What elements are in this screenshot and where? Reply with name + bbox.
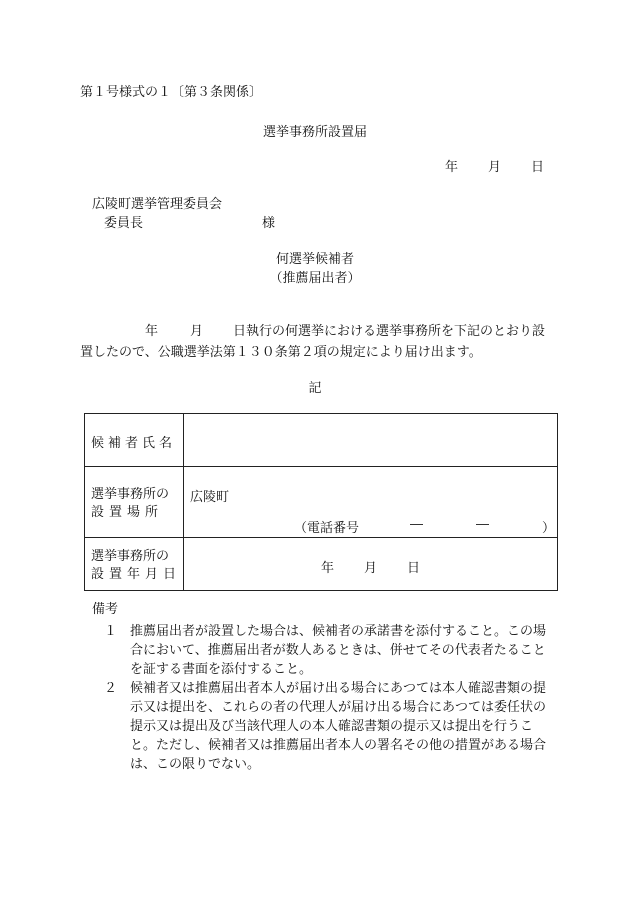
document-title: 選挙事務所設置届: [262, 125, 367, 140]
note-number: ２: [104, 681, 118, 696]
submission-date: [445, 156, 544, 175]
body-paragraph: [80, 321, 550, 363]
addressee-committee: 広陵町選挙管理委員会: [92, 197, 223, 212]
date-day: 日: [531, 160, 545, 175]
office-date-field[interactable]: [184, 538, 558, 591]
body-text: 日執行の何選挙における選挙事務所を下記のとおり設置したので、公職選挙法第１３０条第２項の規定により届け出ます。: [80, 324, 546, 360]
addressee-honorific: 様: [262, 216, 276, 231]
phone-close: ）: [542, 521, 556, 536]
notes-heading: 備考: [92, 602, 119, 617]
office-date-label-cell: [85, 538, 184, 591]
ki-heading: 記: [308, 381, 322, 396]
note-item: [104, 622, 554, 679]
office-place-field[interactable]: [184, 467, 558, 538]
office-date-label-2: 設置年月日: [91, 567, 182, 582]
office-place-value: 広陵町: [190, 490, 230, 505]
office-date-day: 日: [407, 561, 421, 576]
note-text: 候補者又は推薦届出者本人が届け出る場合にあつては本人確認書類の提示又は提出を、これらの者の代理人が届け出る場合にあつては委任状の提示又は提出及び当該代理人の本人確認書類の提示又は提出を行うこと。ただし、候補者又は推薦届出者本人の署名その他の措置がある場合は、この限りでない。: [130, 681, 547, 772]
office-place-label-cell: [85, 467, 184, 538]
date-year: 年: [445, 160, 459, 175]
table-row: [85, 538, 558, 591]
office-form-table: [84, 413, 558, 591]
body-month: 月: [190, 324, 204, 339]
phone-number-line: [294, 517, 557, 535]
candidate-name-field[interactable]: [184, 414, 558, 467]
note-item: [104, 679, 554, 774]
addressee-chairman: 委員長: [104, 216, 144, 231]
office-place-label-2: 設置場所: [91, 505, 164, 520]
table-row: [85, 467, 558, 538]
sender-recommender: （推薦届出者）: [269, 271, 361, 286]
note-text: 推薦届出者が設置した場合は、候補者の承諾書を添付すること。この場合において、推薦届出者が数人あるときは、併せてその代表者たることを証する書面を添付すること。: [130, 624, 547, 677]
date-month: 月: [488, 160, 502, 175]
office-place-label-1: 選挙事務所の: [91, 487, 170, 502]
office-date-month: 月: [363, 561, 377, 576]
note-number: １: [104, 624, 118, 639]
form-number: 第１号様式の１〔第３条関係〕: [80, 85, 263, 100]
sender-candidate: 何選挙候補者: [275, 252, 354, 267]
office-date-year: 年: [320, 561, 334, 576]
phone-open: （電話番号: [294, 521, 360, 536]
candidate-name-label-cell: [85, 414, 184, 467]
candidate-name-label: 候補者氏名: [91, 436, 177, 451]
table-row: [85, 414, 558, 467]
phone-dash-2: ―: [476, 517, 489, 532]
office-date-label-1: 選挙事務所の: [91, 549, 170, 564]
phone-dash-1: ―: [410, 517, 423, 532]
body-year: 年: [145, 324, 159, 339]
